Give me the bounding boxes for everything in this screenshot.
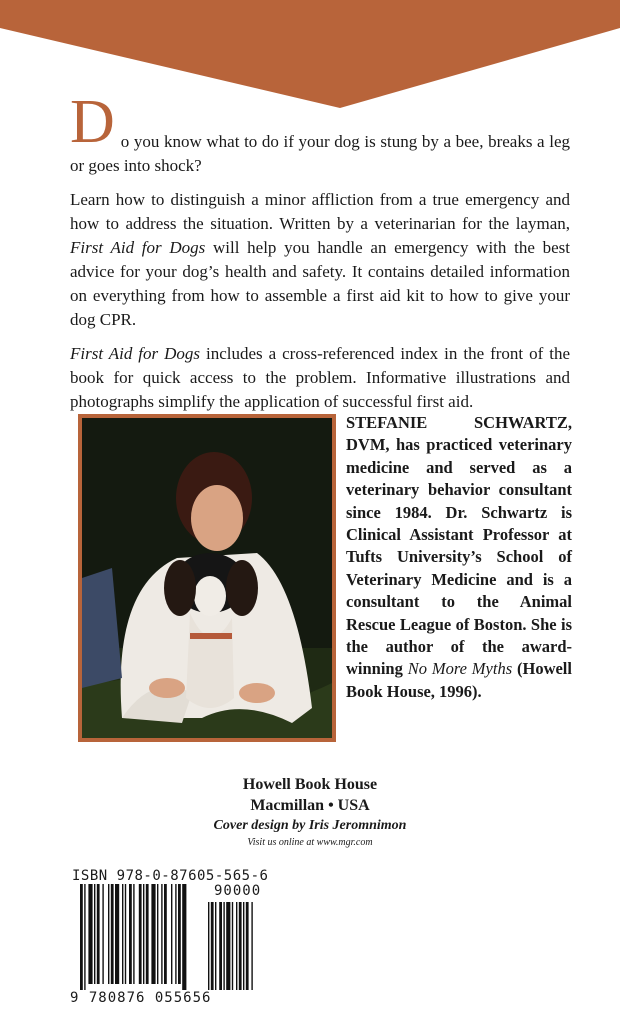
author-photo <box>78 414 336 742</box>
barcode-icon <box>80 884 270 992</box>
publisher-line2: Macmillan • USA <box>250 797 370 814</box>
cover-design-credit: Cover design by Iris Jeromnimon <box>213 818 407 833</box>
description-text <box>70 88 571 424</box>
publisher-name: Howell Book House <box>242 776 378 793</box>
isbn-label: ISBN 978-0-87605-565-6 <box>72 868 269 884</box>
barcode-digits: 9 780876 055656 <box>70 990 212 1006</box>
publisher-block <box>0 774 620 850</box>
author-with-dog-illustration <box>82 418 332 738</box>
paragraph-text: will help you handle an emergency with the best advice for your dog’s health and safety. It contains detailed information on everything from how to assemble a first aid kit to how to give your dog CPR. <box>70 238 570 329</box>
bio-book-title: No More Myths <box>407 659 513 679</box>
website-line: Visit us online at www.mgr.com <box>247 837 373 848</box>
intro-paragraph <box>70 88 570 178</box>
paragraph-learn <box>70 188 570 332</box>
paragraph-text: Learn how to distinguish a minor affliction from a true emergency and how to address the situation. Written by a veterinarian for the layman, <box>70 190 570 233</box>
intro-text: o you know what to do if your dog is stung by a bee, breaks a leg or goes into shock? <box>70 132 570 175</box>
paragraph-text: includes a cross-referenced index in the front of the book for quick access to the problem. Informative illustrations and photographs simplify the application of successful first aid. <box>70 344 571 411</box>
paragraph-index <box>70 342 570 414</box>
book-title: First Aid for Dogs <box>70 344 201 363</box>
bio-text: (Howell Book House, 1996). <box>346 659 572 701</box>
book-title: First Aid for Dogs <box>70 238 206 257</box>
author-section <box>78 414 572 744</box>
author-bio <box>346 412 572 703</box>
barcode-addon-digits: 90000 <box>214 883 262 899</box>
drop-cap: D <box>70 88 115 156</box>
bio-text: STEFANIE SCHWARTZ, DVM, has practiced veterinary medicine and served as a veterinary behavior consultant since 1984. Dr. Schwartz is Clinical Assistant Professor at Tufts University’s School of Veterinary Medicine and is a consultant to the Animal Rescue League of Boston. She is the author of the award-winning <box>346 413 572 679</box>
